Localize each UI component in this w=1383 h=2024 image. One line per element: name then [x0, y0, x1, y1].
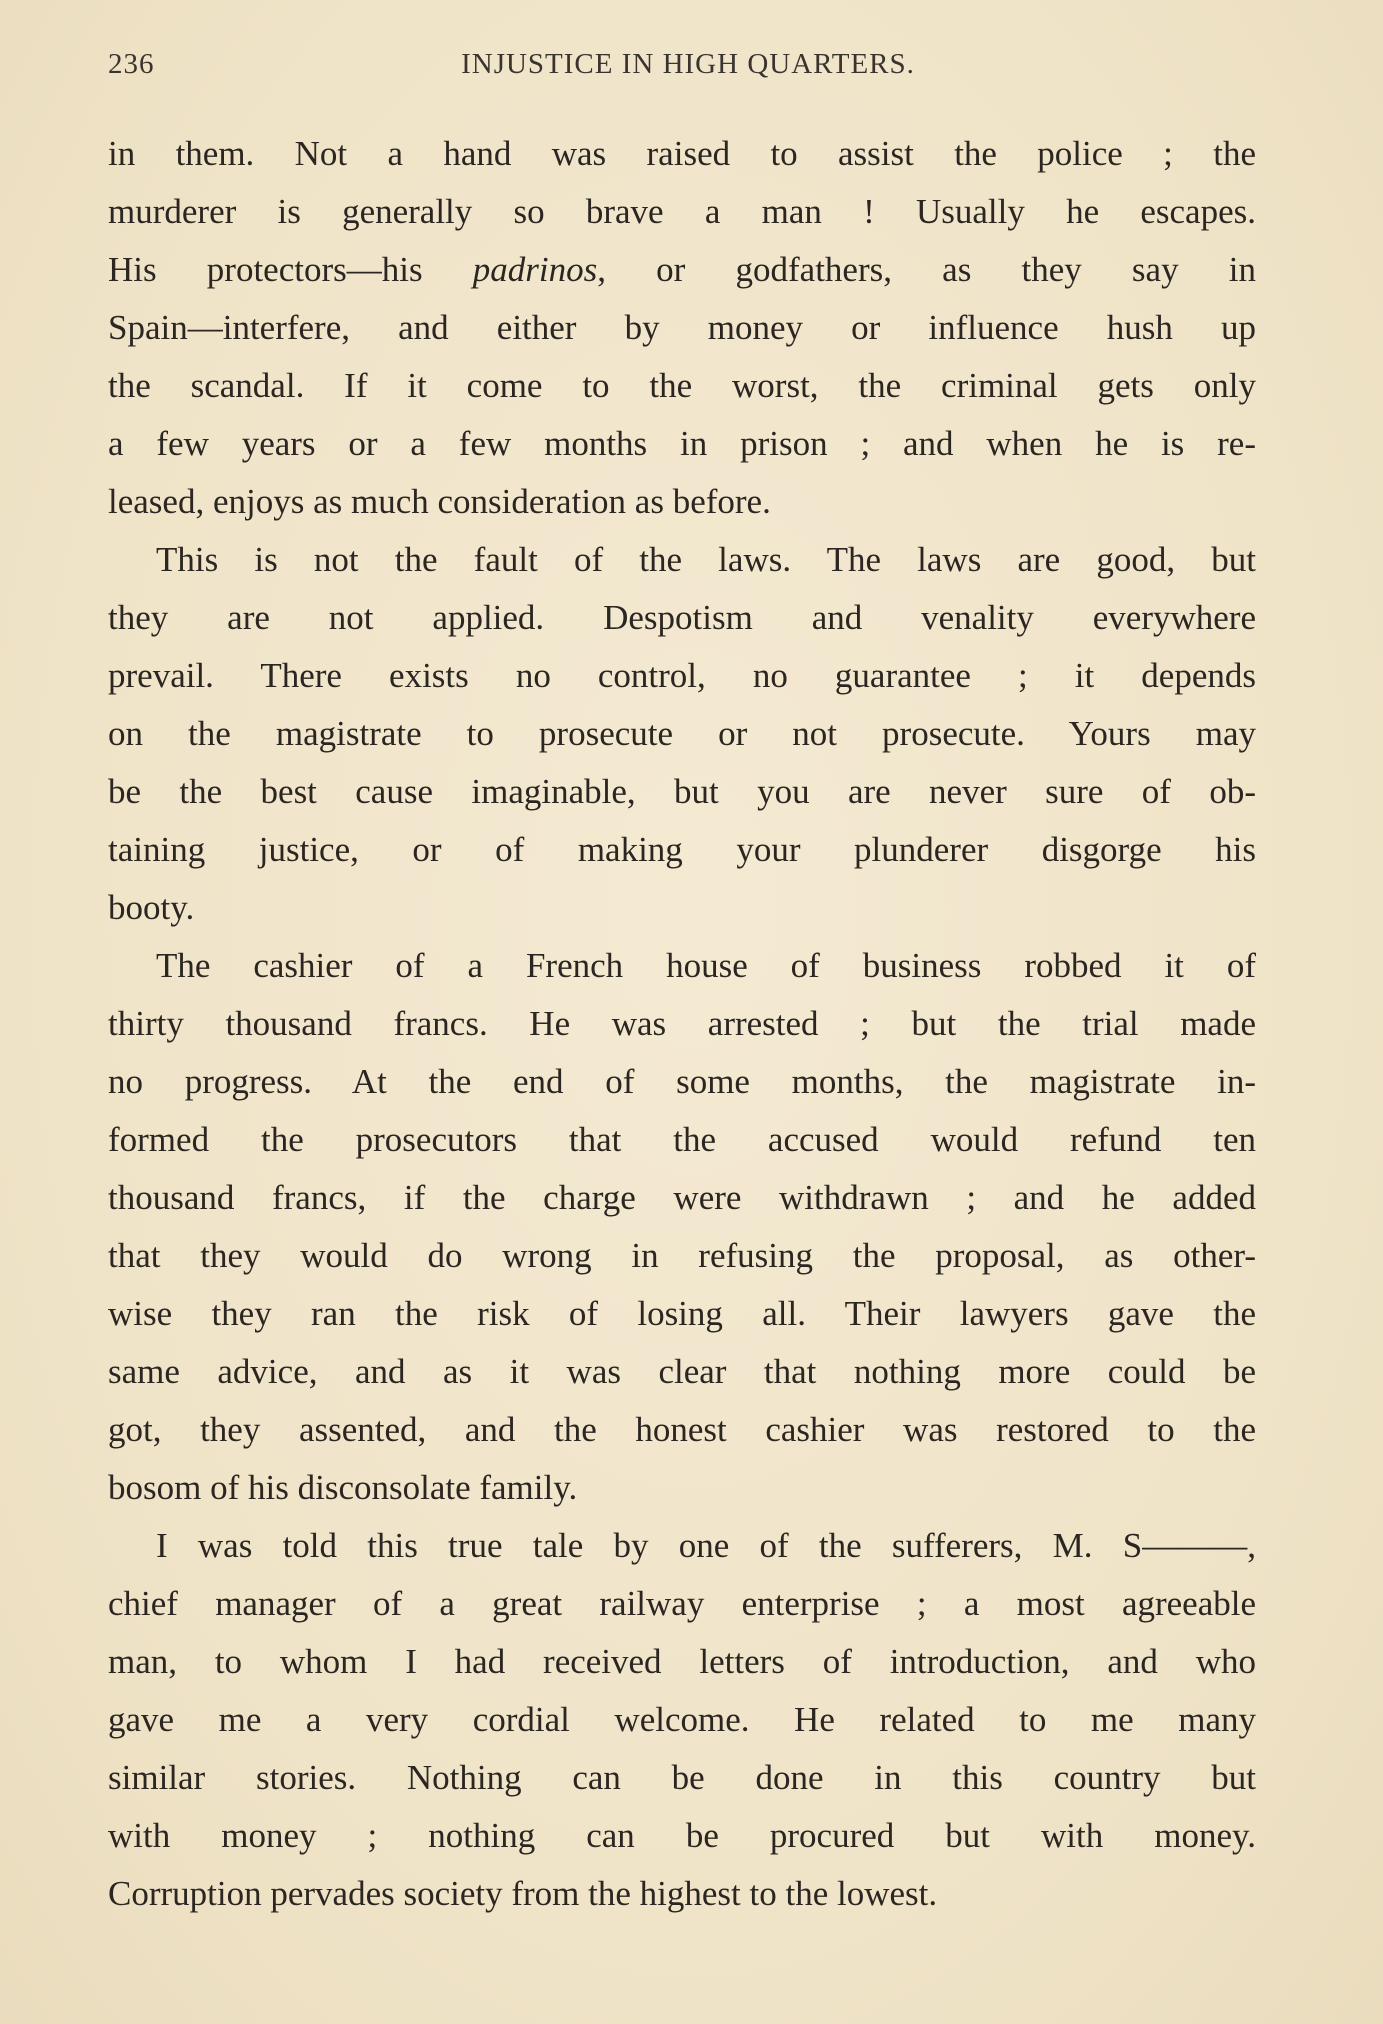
text-line: they are not applied. Despotism and venality everywhere [108, 598, 1256, 637]
text-line: formed the prosecutors that the accused would refund ten [108, 1120, 1256, 1159]
text-line: on the magistrate to prosecute or not prosecute. Yours may [108, 714, 1256, 753]
text-line: thousand francs, if the charge were withdrawn ; and he added [108, 1178, 1256, 1217]
paragraph [108, 531, 1256, 937]
text-line: man, to whom I had received letters of introduction, and who [108, 1642, 1256, 1681]
text-line: The cashier of a French house of business robbed it of [156, 946, 1256, 985]
text-line: that they would do wrong in refusing the proposal, as other- [108, 1236, 1256, 1275]
text-line: in them. Not a hand was raised to assist the police ; the [108, 134, 1256, 173]
body-text [108, 125, 1256, 1923]
text-line: This is not the fault of the laws. The laws are good, but [156, 540, 1256, 579]
text-line: leased, enjoys as much consideration as before. [108, 482, 771, 521]
text-line: I was told this true tale by one of the sufferers, M. S———, [156, 1526, 1256, 1565]
text-line: got, they assented, and the honest cashier was restored to the [108, 1410, 1256, 1449]
text-line: the scandal. If it come to the worst, the criminal gets only [108, 366, 1256, 405]
paragraph [108, 1517, 1256, 1923]
text-line: bosom of his disconsolate family. [108, 1468, 578, 1507]
page-number: 236 [108, 48, 155, 80]
text-line: His protectors—his padrinos, or godfathers, as they say in [108, 250, 1256, 289]
running-title: INJUSTICE IN HIGH QUARTERS. [461, 48, 915, 80]
text-line: gave me a very cordial welcome. He related to me many [108, 1700, 1256, 1739]
text-line: same advice, and as it was clear that nothing more could be [108, 1352, 1256, 1391]
text-line: Spain—interfere, and either by money or influence hush up [108, 308, 1256, 347]
paragraph [108, 937, 1256, 1517]
running-head [108, 48, 1258, 88]
text-line: similar stories. Nothing can be done in this country but [108, 1758, 1256, 1797]
text-line: with money ; nothing can be procured but with money. [108, 1816, 1256, 1855]
text-line: be the best cause imaginable, but you are never sure of ob- [108, 772, 1256, 811]
text-line: chief manager of a great railway enterprise ; a most agreeable [108, 1584, 1256, 1623]
text-line: murderer is generally so brave a man ! Usually he escapes. [108, 192, 1256, 231]
text-line: thirty thousand francs. He was arrested ; but the trial made [108, 1004, 1256, 1043]
text-line: a few years or a few months in prison ; and when he is re- [108, 424, 1256, 463]
text-line: Corruption pervades society from the highest to the lowest. [108, 1874, 938, 1913]
text-line: prevail. There exists no control, no guarantee ; it depends [108, 656, 1256, 695]
text-line: taining justice, or of making your plunderer disgorge his [108, 830, 1256, 869]
text-line: booty. [108, 888, 195, 927]
text-line: wise they ran the risk of losing all. Their lawyers gave the [108, 1294, 1256, 1333]
text-line: no progress. At the end of some months, the magistrate in- [108, 1062, 1256, 1101]
paragraph [108, 125, 1256, 531]
italic-term: padrinos [472, 250, 598, 289]
